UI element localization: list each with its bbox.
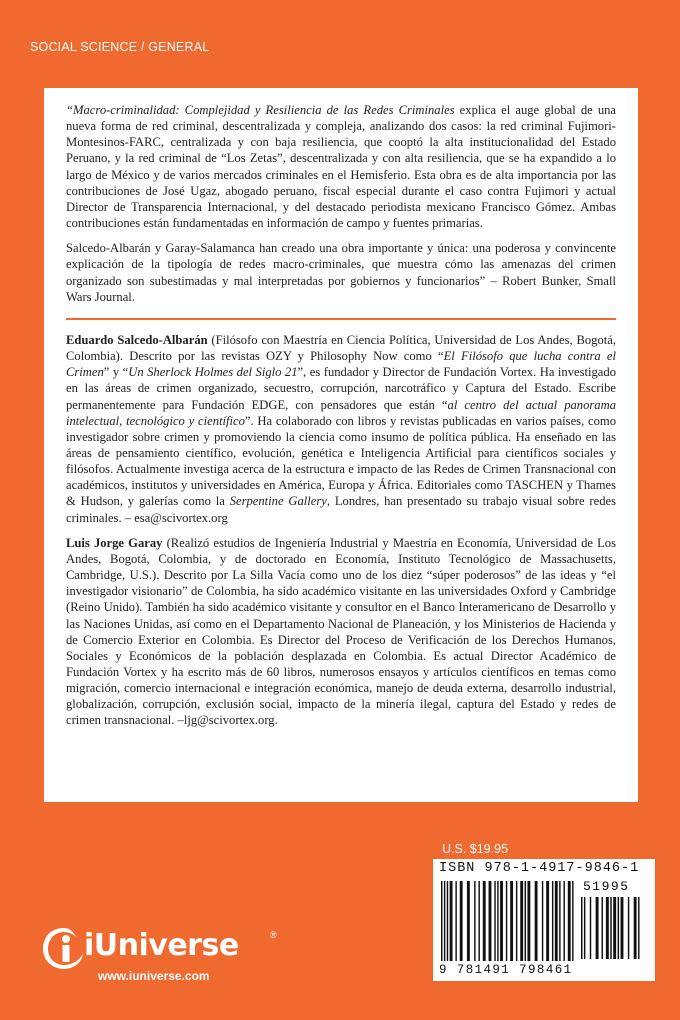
publisher-url: www.iuniverse.com: [98, 969, 210, 983]
back-cover-text-panel: [44, 88, 638, 802]
addon-barcode-bars: [581, 897, 643, 961]
bio-text: , Londres, han presentado su trabajo visual sobre redes criminales. – esa@scivortex.org: [66, 494, 616, 525]
barcode-bar: [527, 881, 530, 961]
barcode-bar: [494, 881, 495, 961]
bio-text: ”, es fundador y Director de Fundación Vortex. Ha investigado en las áreas de crimen organizado, secuestro, corrupción, narcotráfico y Captura del Estado. Escribe permanentemente para Fundación EDGE, con pensadores que están “: [66, 365, 616, 412]
synopsis-text: explica el auge global de una nueva forma de red criminal, descentralizada y compleja, analizando dos casos: la red criminal Fujimori-Montesinos-FARC, centralizada y con baja resiliencia, que cooptó la alta institucionalidad del Estado Peruano, y la red criminal de “Los Zetas”, descentralizada y con alta resiliencia, que se ha expandido a lo largo de México y de varios mercados criminales en el Hemisferio. Esta obra es de alta importancia por las contribuciones de José Ugaz, abogado peruano, fiscal especial durante el caso contra Fujimori y actual Director de Transparencia Internacional, y del destacado periodista mexicano Francisco Gómez. Ambas contribuciones están fundamentadas en información de campo y fuentes primarias.: [66, 103, 617, 231]
barcode-bar: [621, 897, 624, 959]
barcode-bar: [568, 881, 571, 961]
barcode-bar: [516, 881, 517, 961]
barcode-bar: [447, 881, 448, 961]
publisher-name: iUniverse: [84, 928, 239, 963]
barcode-bar: [596, 897, 599, 959]
barcode-bar: [552, 881, 553, 961]
barcode-bar: [546, 881, 549, 961]
barcode-bar: [489, 881, 492, 961]
bio-text: ”. Ha colaborado con libros y revistas publicadas en varios países, como investigador sobre crimen y promoviendo la ciencia como insumo de política pública. Ha enseñado en las áreas de pensamiento científico, evolución, genética e Inteligencia Artificial para científicos sociales y filósofos. Actualmente investiga acerca de la estructura e impacto de las Redes de Crimen Transnacional con académicos, institutos y universidades en América, Europa y África. Editoriales como TASCHEN y Thames & Hudson, y galerías como la: [66, 413, 616, 509]
author-bio-2: [66, 535, 616, 729]
barcode-bar: [584, 897, 585, 959]
bio-italic: Un Sherlock Holmes del Siglo 21: [128, 365, 298, 380]
bio-text: ” y “: [103, 365, 129, 380]
barcode-bar: [618, 897, 619, 959]
section-divider: [66, 318, 616, 320]
price-label: U.S. $19.95: [442, 842, 509, 856]
author-name: Eduardo Salcedo-Albarán: [66, 332, 208, 347]
barcode-bar: [542, 881, 543, 961]
synopsis-paragraph-1: [66, 102, 616, 231]
barcode-bar: [581, 897, 582, 959]
bio-text: (Realizó estudios de Ingeniería Industrial y Maestría en Economía, Universidad de Los Andes, Bogotá, Colombia, y de doctorado en Economía, Instituto Tecnológico de Massachusetts, Cambridge, U.S.). Descrito por La Silla Vacía como uno de los diez “súper poderosos” de las ideas y “el investigador visionario” de Colombia, ha sido académico visitante en las universidades Oxford y Cambridge (Reino Unido). También ha sido académico visitante y consultor en el Banco Interamericano de Desarrollo y las Naciones Unidas, así como en el Departamento Nacional de Planeación, y los Ministerios de Hacienda y de Comercio Exterior en Colombia. Es Director del Proceso de Verificación de los Derechos Humanos, Sociales y Económicos de la población desplazada en Colombia. Es actual Director Académico de Fundación Vortex y ha escrito más de 60 libros, numerosos ensayos y artículos científicos en temas como migración, comercio internacional e integración económica, manejo de deuda externa, desarrollo industrial, globalización, corrupción, exclusión social, impacto de la minería ilegal, captura del Estado y redes de crimen transnacional. –ljg@scivortex.org.: [66, 535, 617, 728]
barcode-bar: [601, 897, 602, 959]
isbn-number: ISBN 978-1-4917-9846-1: [439, 861, 640, 876]
barcode-bar: [500, 881, 503, 961]
barcode-bar: [483, 881, 486, 961]
barcode-bar: [535, 881, 538, 961]
synopsis-paragraph-2: Salcedo-Albarán y Garay-Salamanca han creado una obra importante y única: una poderosa y convincente explicación de la tipología de redes macro-criminales, que muestra cómo las amenazas del crimen organizado son subestimadas y mal interpretadas por gobiernos y funcionarios” – Robert Bunker, Small Wars Journal.: [66, 241, 616, 304]
barcode-bar: [450, 881, 453, 961]
barcode-bar: [520, 881, 523, 961]
barcode-bar: [555, 881, 558, 961]
bio-italic: El Filósofo que lucha contra el Crimen: [66, 349, 616, 380]
isbn-barcode: [433, 859, 655, 981]
barcode-bar: [590, 897, 591, 959]
barcode-bar: [634, 897, 637, 959]
bio-italic: al centro del actual panorama intelectual, tecnológico y científico: [66, 397, 616, 428]
barcode-bar: [467, 881, 470, 961]
author-name: Luis Jorge Garay: [66, 535, 163, 550]
category-label: SOCIAL SCIENCE / GENERAL: [30, 40, 210, 54]
iuniverse-swirl-icon: [40, 924, 88, 972]
barcode-bar: [478, 881, 479, 961]
barcode-bar: [610, 897, 611, 959]
registered-mark: ®: [270, 930, 277, 940]
barcode-bar: [474, 881, 475, 961]
barcode-bar: [444, 881, 445, 961]
barcode-bar: [559, 881, 560, 961]
ean-number: 9 781491 798461: [439, 963, 573, 977]
barcode-bar: [613, 897, 616, 959]
barcode-bar: [441, 881, 442, 961]
book-title-italic: “Macro-criminalidad: Complejidad y Resiliencia de las Redes Criminales: [66, 103, 455, 117]
barcode-bar: [572, 881, 573, 961]
barcode-bar: [460, 881, 463, 961]
bio-italic: Serpentine Gallery: [229, 494, 327, 509]
barcode-bar: [606, 897, 609, 959]
barcode-bar: [563, 881, 564, 961]
barcode-bar: [455, 881, 456, 961]
barcode-bar: [628, 897, 629, 959]
ean-barcode-bars: [441, 881, 577, 963]
author-bio-1: [66, 332, 616, 526]
barcode-bar: [497, 881, 498, 961]
bio-text: (Filósofo con Maestría en Ciencia Política, Universidad de Los Andes, Bogotá, Colombia). Descrito por las revistas OZY y Philosophy Now como “: [66, 332, 616, 364]
publisher-logo: [40, 924, 277, 983]
barcode-bar: [525, 881, 526, 961]
price-addon-number: 51995: [583, 879, 630, 894]
barcode-bar: [510, 881, 513, 961]
barcode-bar: [638, 897, 639, 959]
barcode-bar: [506, 881, 507, 961]
